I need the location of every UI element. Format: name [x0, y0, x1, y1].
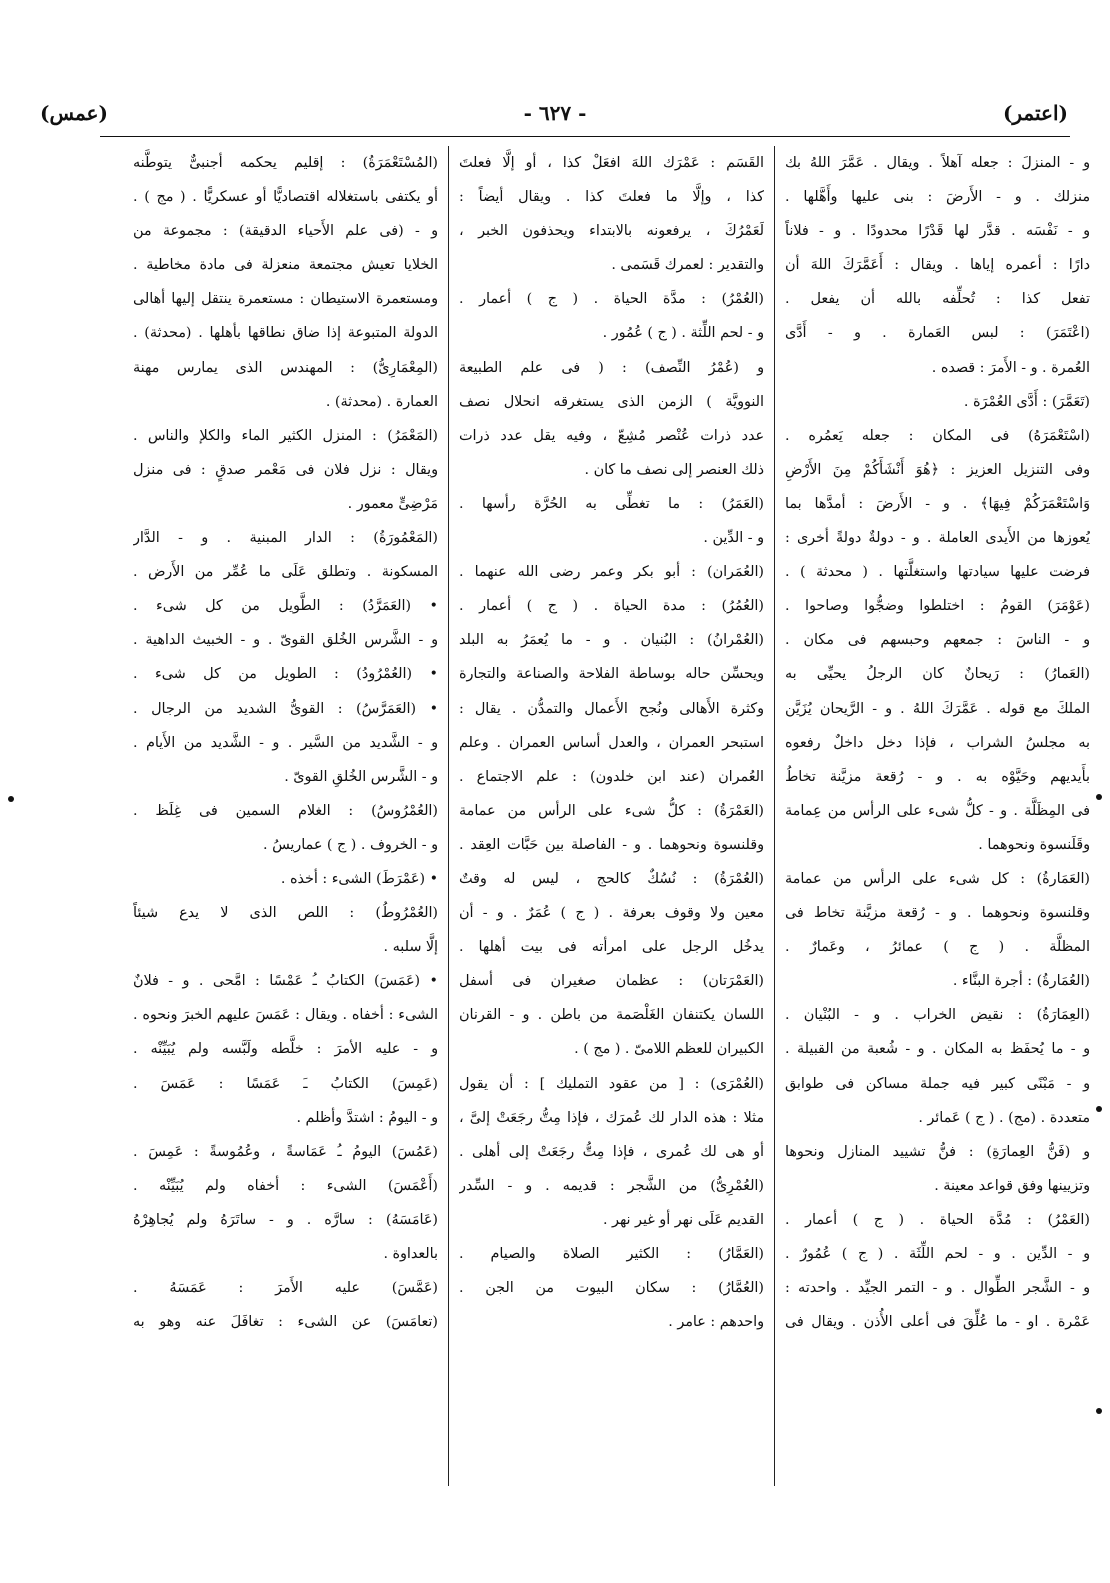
text-line: • (عَمَسَ) الكتابُ ـُ عَمْسًا : امَّحى . و - فلانٌ: [133, 973, 438, 990]
text-line: الشىء : أخفاه . ويقال : عَمَسَ عليهم الخبرَ ونحوه .: [133, 1007, 438, 1024]
text-line: و - الشَّجر الطِّوال . و - التمر الجيِّد . واحدته :: [785, 1280, 1090, 1297]
text-line: النوويَّة ) الزمن الذى يستغرقه انحلال نصف: [459, 393, 764, 410]
text-line: (تَعَمَّرَ) : أَدَّى العُمْرَة .: [963, 393, 1090, 410]
text-line: فى المِظَلَّة . و - كلُّ شىء على الرأس من عِمامة: [785, 802, 1090, 819]
text-line: (عَوْمَرَ) القومُ : اختلطوا وضجُّوا وصاحوا .: [785, 598, 1090, 615]
text-line: و - عليه الأمرَ : خلَّطه ولَبَّسه ولم يُبَيِّنْه .: [133, 1041, 438, 1058]
header-root-word-left: (عمس): [40, 101, 108, 125]
text-line: استبحر العمران ، والعدل أساس العمران . وعلم: [459, 734, 764, 751]
text-line: مثلا : هذه الدار لك عُمرَك ، فإذا مِتُّ رجَعَتْ إلىَّ ،: [459, 1109, 764, 1126]
text-line: واحدهم : عامر .: [668, 1314, 764, 1331]
text-line: (العَمَارةُ) : كل شىء على الرأس من عمامة: [785, 870, 1090, 887]
text-line: وقلنسوة ونحوهما . و - رُقعة مزيَّنة تخاط فى: [785, 905, 1090, 922]
text-line: و - الخروف . ( ج ) عماريسُ .: [263, 836, 438, 853]
text-line: ومستعمرة الاستيطان : مستعمرة ينتقل إليها أهالى: [133, 291, 438, 308]
text-line: مَرْضِىٍّ معمور .: [347, 495, 438, 512]
text-line: الملكَ مع قوله . عَمَّرَكَ اللهُ . و - الرَّيحان يُزَيَّن: [785, 700, 1090, 717]
text-line: و - الشَّديد من السَّير . و - الشَّديد من الأَيام .: [133, 734, 438, 751]
text-line: وفى التنزيل العزيز : ﴿هُوَ أَنْشَأَكُمْ مِنَ الأَرْضِ: [785, 461, 1090, 478]
text-line: الدولة المتبوعة إذا ضاق نطاقها بأهلها . (محدثة) .: [133, 325, 438, 342]
page-number: - ٦٢٧ -: [523, 101, 587, 125]
column-left: [123, 146, 448, 1486]
text-line: ذلك العنصر إلى نصف ما كان .: [584, 461, 764, 478]
text-line: وقلنسوة ونحوهما . و - الفاصلة بين حَبَّات العِقد .: [459, 836, 764, 853]
text-line: (أَعْمَسَ) الشىء : أخفاه ولم يُبَيِّنْه .: [133, 1177, 438, 1194]
column-divider: [774, 146, 775, 1486]
dictionary-columns: [100, 146, 1100, 1486]
text-line: (العُمْرَةُ) : نُسُكٌ كالحج ، ليس له وقتٌ: [459, 870, 764, 887]
text-line: وقَلَنسوة ونحوهما .: [978, 836, 1090, 853]
text-line: (العَمَّارُ) : الكثير الصلاة والصيام .: [459, 1246, 764, 1262]
text-line: يُعوزها من الأَيدى العاملة . و - دولةٌ دولةً أخرى :: [785, 530, 1090, 547]
text-line: (العُمْرُوسُ) : الغلام السمين فى غِلَظ .: [133, 802, 438, 819]
text-line: (تعامَسَ) عن الشىء : تغافَلَ عنه وهو به: [133, 1314, 438, 1331]
text-line: • (عَمْرَطَ) الشىء : أخذه .: [280, 870, 438, 887]
text-line: (العِمَارَةُ) : نقيض الخراب . و - البُنْيان .: [785, 1007, 1090, 1024]
text-line: (العَمارُ) : رَيحانٌ كان الرجلُ يحيِّى به: [785, 666, 1090, 683]
column-middle: [449, 146, 774, 1486]
text-line: (العُمَران) : أبو بكر وعمر رضى الله عنهما .: [459, 564, 764, 581]
text-line: (العُمْرُوطُ) : اللص الذى لا يدع شيئاً: [133, 905, 438, 922]
text-line: و - الشَّرس الخُلقِ القوىّ .: [284, 768, 438, 785]
text-line: • (العُمْرُودُ) : الطويل من كل شىء .: [133, 666, 438, 683]
text-line: بالعداوة .: [383, 1246, 438, 1262]
text-line: و - الناسَ : جمعهم وحبسهم فى مكان .: [785, 632, 1090, 649]
text-line: اللسان يكتنفان الغَلْصَمة من باطن . و - القرنان: [459, 1007, 764, 1024]
text-line: و (فَنُّ العِمارَةِ) : فنُّ تشييد المنازل ونحوها: [785, 1143, 1090, 1160]
scan-edge-mark: [8, 796, 14, 802]
text-line: و - لحم اللِّثة . ( ج ) عُمُور .: [602, 325, 764, 342]
text-line: عدد ذرات عُنْصر مُشِعّ ، وفيه يقل عدد ذرات: [459, 427, 764, 444]
text-line: وتزيينها وفق قواعد معينة .: [934, 1177, 1090, 1194]
text-line: عَمْرة . او - ما عُلِّقَ فى أعلى الأُذن . ويقال فى: [785, 1314, 1090, 1331]
text-line: يدخُل الرجل على امرأته فى بيت أهلها .: [459, 939, 764, 956]
text-line: (العَمْرُ) : مُدَّة الحياة . ( ج ) أعمار .: [785, 1211, 1090, 1228]
text-line: و - ما يُحفَظ به المكان . و - شُعبة من القبيلة .: [785, 1041, 1090, 1058]
text-line: (عَمَّسَ) عليه الأَمرَ : عَمَسَهُ .: [133, 1280, 438, 1297]
text-line: والتقدير : لعمرك قَسَمى .: [611, 257, 764, 274]
text-line: وكثرة الأَهالى ونُجح الأَعمال والتمدُّن . يقال :: [459, 700, 764, 717]
text-line: و - الدِّين .: [703, 530, 764, 547]
text-line: لَعَمْرُكَ ، يرفعونه بالابتداء ويحذفون الخبر ،: [459, 223, 764, 240]
page-header: [40, 97, 1070, 133]
text-line: العُمران (عند ابن خلدون) : علم الاجتماع .: [459, 768, 764, 785]
text-line: • (العَمَرَّدُ) : الطَّويل من كل شىء .: [133, 598, 438, 615]
column-right: [775, 146, 1100, 1486]
scan-edge-mark: [1096, 794, 1102, 800]
header-rule: [100, 136, 1070, 137]
text-line: القديم عَلَى نهر أو غير نهر .: [602, 1211, 764, 1228]
text-line: منزلك . و - الأَرضَ : بنى عليها وأَهَّلها .: [785, 189, 1090, 206]
header-root-word-right: (اعتمر): [1002, 101, 1068, 125]
text-line: (المِعْمَارِىُّ) : المهندس الذى يمارس مهنة: [133, 359, 438, 376]
text-line: (عَمِسَ) الكتابُ ـَ عَمَسًا : عَمَسَ .: [133, 1075, 438, 1092]
text-line: إلَّا سلبه .: [383, 939, 438, 956]
text-line: و (عُمْرُ النِّصف) : ( فى علم الطبيعة: [459, 359, 764, 376]
text-line: (اسْتَعْمَرَهُ) فى المكان : جعله يَعمُره .: [785, 427, 1090, 444]
text-line: معين ولا وقوف بعرفة . ( ج ) عُمَرٌ . و - أن: [459, 905, 764, 922]
text-line: (العُمْرِىُّ) من الشَّجر : قديمه . و - السِّدر: [459, 1177, 764, 1194]
text-line: و - الدِّين . و - لحم اللِّثَة . ( ج ) عُمُورٌ .: [785, 1246, 1090, 1262]
scan-edge-mark: [1096, 1408, 1102, 1414]
text-line: (عَمُسَ) اليومُ ـُ عَمَاسةً ، وعُمُوسةً : عَمِسَ .: [133, 1143, 438, 1160]
text-line: (العُمْرانُ) : البُنيان . و - ما يُعمَرُ به البلد: [459, 632, 764, 649]
text-line: (العُمَّارُ) : سكان البيوت من الجن .: [459, 1280, 764, 1297]
text-line: القَسَم : عَمْرَك اللهَ افعَلْ كذا ، أو إلَّا فعلتَ: [459, 155, 764, 171]
text-line: أو هى لك عُمرى ، فإذا مِتُّ رجَعَتْ إلى أهلى .: [459, 1143, 764, 1160]
text-line: فرضت عليها سيادتها واستغلَّتها . ( محدثة ) .: [785, 564, 1090, 581]
text-line: (العَمَرُ) : ما تغطِّى به الحُرَّة رأسها .: [459, 495, 764, 512]
text-line: الكبيران للعظم اللامىّ . ( مج ) .: [574, 1041, 764, 1058]
text-line: (المَعْمُورَةُ) : الدار المبنية . و - الدَّار: [133, 530, 438, 547]
text-line: و - اليومُ : اشتدَّ وأظلم .: [296, 1109, 438, 1126]
text-line: دارًا : أعمره إياها . ويقال : أَعَمَّرَكَ اللهَ أن: [785, 257, 1090, 274]
text-line: (العُمَارةُ) : أجرة البنَّاء .: [952, 973, 1090, 990]
text-line: و - نَفْسَه . قدَّر لها قَدْرًا محدودًا . و - فلاناً: [785, 223, 1090, 240]
text-line: (العُمْرَى) : [ من عقود التمليك ] : أن يقول: [459, 1075, 764, 1092]
text-line: (اعْتَمَرَ) : لبس العَمارة . و - أَدَّى: [785, 325, 1090, 342]
text-line: (العَمْرَةُ) : كلُّ شىء على الرأس من عمامة: [459, 802, 764, 819]
text-line: المسكونة . وتطلق عَلَى ما عُمِّر من الأَرض .: [133, 564, 438, 581]
text-line: • (العَمَرَّسُ) : القوىُّ الشديد من الرجال .: [133, 700, 438, 717]
text-line: و - مَبْنًى كبير فيه جملة مساكن فى طوابق: [785, 1075, 1090, 1092]
text-line: وَاسْتَعْمَرَكُمْ فِيهَا﴾ . و - الأَرضَ : أمدَّها بما: [785, 495, 1090, 512]
text-line: بأَيديهم وحَيَّوْه به . و - رُقعة مزيَّنة تخاطُ: [785, 768, 1090, 785]
text-line: الخلايا تعيش مجتمعة منعزلة فى مادة مخاطية .: [133, 257, 438, 274]
text-line: المظلَّة . ( ج ) عمائرُ ، وعَمارٌ .: [785, 939, 1090, 956]
text-line: و - المنزلَ : جعله آهلاً . ويقال . عَمَّرَ اللهُ بك: [785, 155, 1090, 171]
text-line: (المَعْمَرُ) : المنزل الكثير الماء والكلإ والناس .: [133, 427, 438, 444]
text-line: أو يكتفى باستغلاله اقتصاديًّا أو عسكريًّا . ( مج ) .: [133, 189, 438, 206]
scan-edge-mark: [1096, 1106, 1102, 1112]
text-line: العمارة . (محدثة) .: [325, 393, 438, 410]
text-line: (المُسْتَعْمَرَةُ) : إقليم يحكمه أجنبىٌّ يتوطَّنه: [133, 155, 438, 171]
column-divider: [448, 146, 449, 1486]
text-line: العُمرة . و - الأَمرَ : قصده .: [931, 359, 1090, 376]
text-line: كذا ، وإلَّا ما فعلتَ كذا . ويقال أيضاً :: [459, 189, 764, 206]
text-line: ويحسِّن حاله بوساطة الفلاحة والصناعة والتجارة: [459, 666, 764, 683]
text-line: و - (فى علم الأَحياء الدقيقة) : مجموعة من: [133, 223, 438, 240]
text-line: به مجلسُ الشراب ، فإذا دخل داخلٌ رفعوه: [785, 734, 1090, 751]
text-line: (العُمْرُ) : مدَّة الحياة . ( ج ) أعمار .: [459, 291, 764, 308]
text-line: ويقال : نزل فلان فى مَعْمر صدقٍ : فى منزل: [133, 461, 438, 478]
text-line: (العُمُرُ) : مدة الحياة . ( ج ) أعمار .: [459, 598, 764, 615]
text-line: (العَمْرَتان) : عظمان صغيران فى أسفل: [459, 973, 764, 990]
text-line: و - الشَّرس الخُلق القوىّ . و - الخبيث الداهية .: [133, 632, 438, 649]
text-line: تفعل كذا : تُحلِّفه بالله أن يفعل .: [785, 291, 1090, 308]
text-line: (عَامَسَهُ) : سارَّه . و - ساتَرَهُ ولم يُجاهِرْهُ: [133, 1211, 438, 1228]
text-line: متعددة . (مج) . ( ج ) عَمائر .: [918, 1109, 1090, 1126]
